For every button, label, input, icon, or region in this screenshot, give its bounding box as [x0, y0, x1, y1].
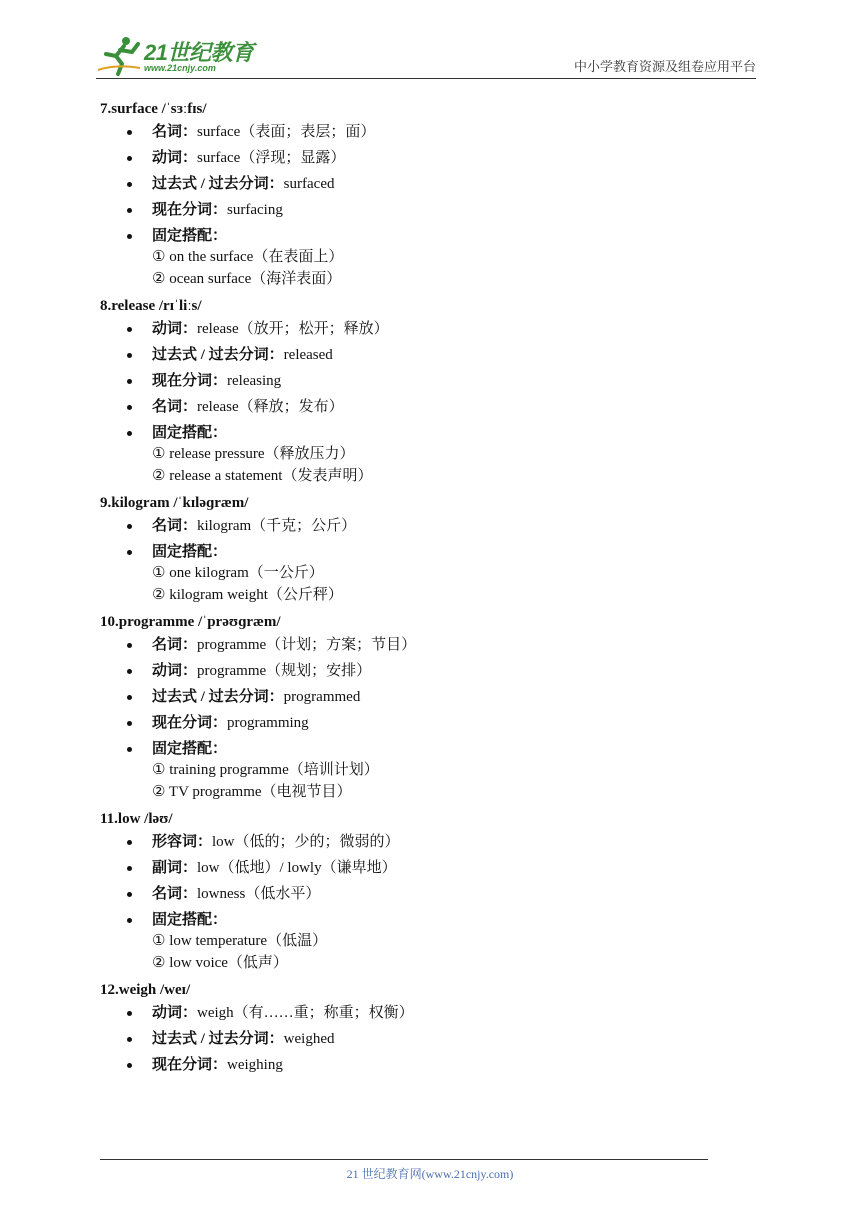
list-item: [100, 1055, 740, 1075]
list-item: [100, 319, 740, 339]
item-text: release（释放；发布）: [197, 399, 344, 415]
collocation: ② release a statement（发表声明）: [152, 468, 373, 484]
item-text: surface（表面；表层；面）: [197, 124, 376, 140]
list-item: [100, 371, 740, 391]
collocation: ① release pressure（释放压力）: [152, 446, 355, 462]
collocation: ② kilogram weight（公斤秤）: [152, 587, 343, 603]
item-label: 名词：: [152, 518, 198, 534]
item-label: 名词：: [152, 124, 198, 140]
list-item: [100, 858, 740, 878]
item-text: kilogram（千克；公斤）: [197, 518, 357, 534]
item-label: 过去式 / 过去分词：: [152, 1031, 284, 1047]
list-item: [100, 832, 740, 852]
item-text: releasing: [227, 373, 282, 389]
item-label: 现在分词：: [152, 373, 228, 389]
item-label: 动词：: [152, 321, 198, 337]
entry-items: [100, 1003, 740, 1075]
list-item: [100, 635, 740, 655]
item-text: surfacing: [227, 202, 283, 218]
entry-items: [100, 319, 740, 487]
footer-site-link[interactable]: 21 世纪教育网(www.21cnjy.com): [346, 1167, 514, 1181]
collocation: ① one kilogram（一公斤）: [152, 565, 324, 581]
collocations-item: [100, 542, 740, 606]
item-label: 动词：: [152, 663, 198, 679]
item-text: low（低的；少的；微弱的）: [212, 834, 400, 850]
list-item: [100, 687, 740, 707]
item-text: programmed: [283, 689, 361, 705]
list-item: [100, 1003, 740, 1023]
collocations-label: 固定搭配：: [152, 425, 228, 441]
list-item: [100, 516, 740, 536]
list-item: [100, 884, 740, 904]
item-label: 名词：: [152, 886, 198, 902]
collocations-item: [100, 226, 740, 290]
item-text: released: [283, 347, 333, 363]
item-text: weigh（有……重；称重；权衡）: [197, 1005, 414, 1021]
list-item: [100, 713, 740, 733]
vocab-entry: [100, 980, 740, 1075]
collocations-item: [100, 910, 740, 974]
collocations-label: 固定搭配：: [152, 544, 228, 560]
list-item: [100, 1029, 740, 1049]
entry-title: 9.kilogram /ˈkɪləɡræm/: [100, 495, 249, 511]
list-item: [100, 397, 740, 417]
page-header: [96, 30, 756, 79]
item-text: programme（计划；方案；节目）: [197, 637, 417, 653]
item-label: 过去式 / 过去分词：: [152, 176, 284, 192]
entry-items: [100, 516, 740, 606]
item-label: 动词：: [152, 1005, 198, 1021]
collocation: ① on the surface（在表面上）: [152, 249, 344, 265]
collocation: ② low voice（低声）: [152, 955, 288, 971]
item-label: 形容词：: [152, 834, 213, 850]
collocation: ① low temperature（低温）: [152, 933, 328, 949]
item-label: 过去式 / 过去分词：: [152, 347, 284, 363]
item-text: programme（规划；安排）: [197, 663, 372, 679]
collocations-label: 固定搭配：: [152, 741, 228, 757]
logo-url: www.21cnjy.com: [144, 63, 216, 73]
item-label: 副词：: [152, 860, 198, 876]
footer-divider: [100, 1159, 708, 1160]
item-text: weighed: [283, 1031, 335, 1047]
item-label: 过去式 / 过去分词：: [152, 689, 284, 705]
logo-text: 21世纪教育: [144, 40, 254, 65]
item-text: release（放开；松开；释放）: [197, 321, 389, 337]
entry-items: [100, 635, 740, 803]
list-item: [100, 345, 740, 365]
entry-title: 7.surface /ˈsɜːfɪs/: [100, 101, 207, 117]
vocab-entry: [100, 612, 740, 803]
item-text: surfaced: [283, 176, 335, 192]
vocab-entry: [100, 99, 740, 290]
collocation: ① training programme（培训计划）: [152, 762, 379, 778]
item-text: weighing: [227, 1057, 283, 1073]
platform-title: 中小学教育资源及组卷应用平台: [573, 59, 756, 74]
entry-title: 8.release /rɪˈliːs/: [100, 298, 202, 314]
list-item: [100, 122, 740, 142]
collocations-item: [100, 423, 740, 487]
collocation: ② TV programme（电视节目）: [152, 784, 352, 800]
list-item: [100, 661, 740, 681]
vocab-entry: [100, 809, 740, 974]
item-label: 现在分词：: [152, 202, 228, 218]
runner-logo-icon: [96, 34, 142, 76]
collocations-item: [100, 739, 740, 803]
item-label: 名词：: [152, 637, 198, 653]
vocab-entry: [100, 296, 740, 487]
entry-title: 12.weigh /weɪ/: [100, 982, 191, 998]
entry-items: [100, 122, 740, 290]
collocations-label: 固定搭配：: [152, 912, 228, 928]
collocation: ② ocean surface（海洋表面）: [152, 271, 342, 287]
entry-title: 10.programme /ˈprəʊɡræm/: [100, 614, 281, 630]
item-text: programming: [227, 715, 309, 731]
item-text: low（低地）/ lowly（谦卑地）: [197, 860, 397, 876]
vocab-entry: [100, 493, 740, 606]
item-label: 动词：: [152, 150, 198, 166]
item-label: 现在分词：: [152, 715, 228, 731]
vocab-list: [100, 99, 740, 1081]
item-text: lowness（低水平）: [197, 886, 321, 902]
entry-items: [100, 832, 740, 974]
site-logo: [96, 32, 266, 76]
collocations-label: 固定搭配：: [152, 228, 228, 244]
list-item: [100, 148, 740, 168]
list-item: [100, 200, 740, 220]
item-text: surface（浮现；显露）: [197, 150, 346, 166]
entry-title: 11.low /ləʊ/: [100, 811, 173, 827]
list-item: [100, 174, 740, 194]
item-label: 现在分词：: [152, 1057, 228, 1073]
item-label: 名词：: [152, 399, 198, 415]
